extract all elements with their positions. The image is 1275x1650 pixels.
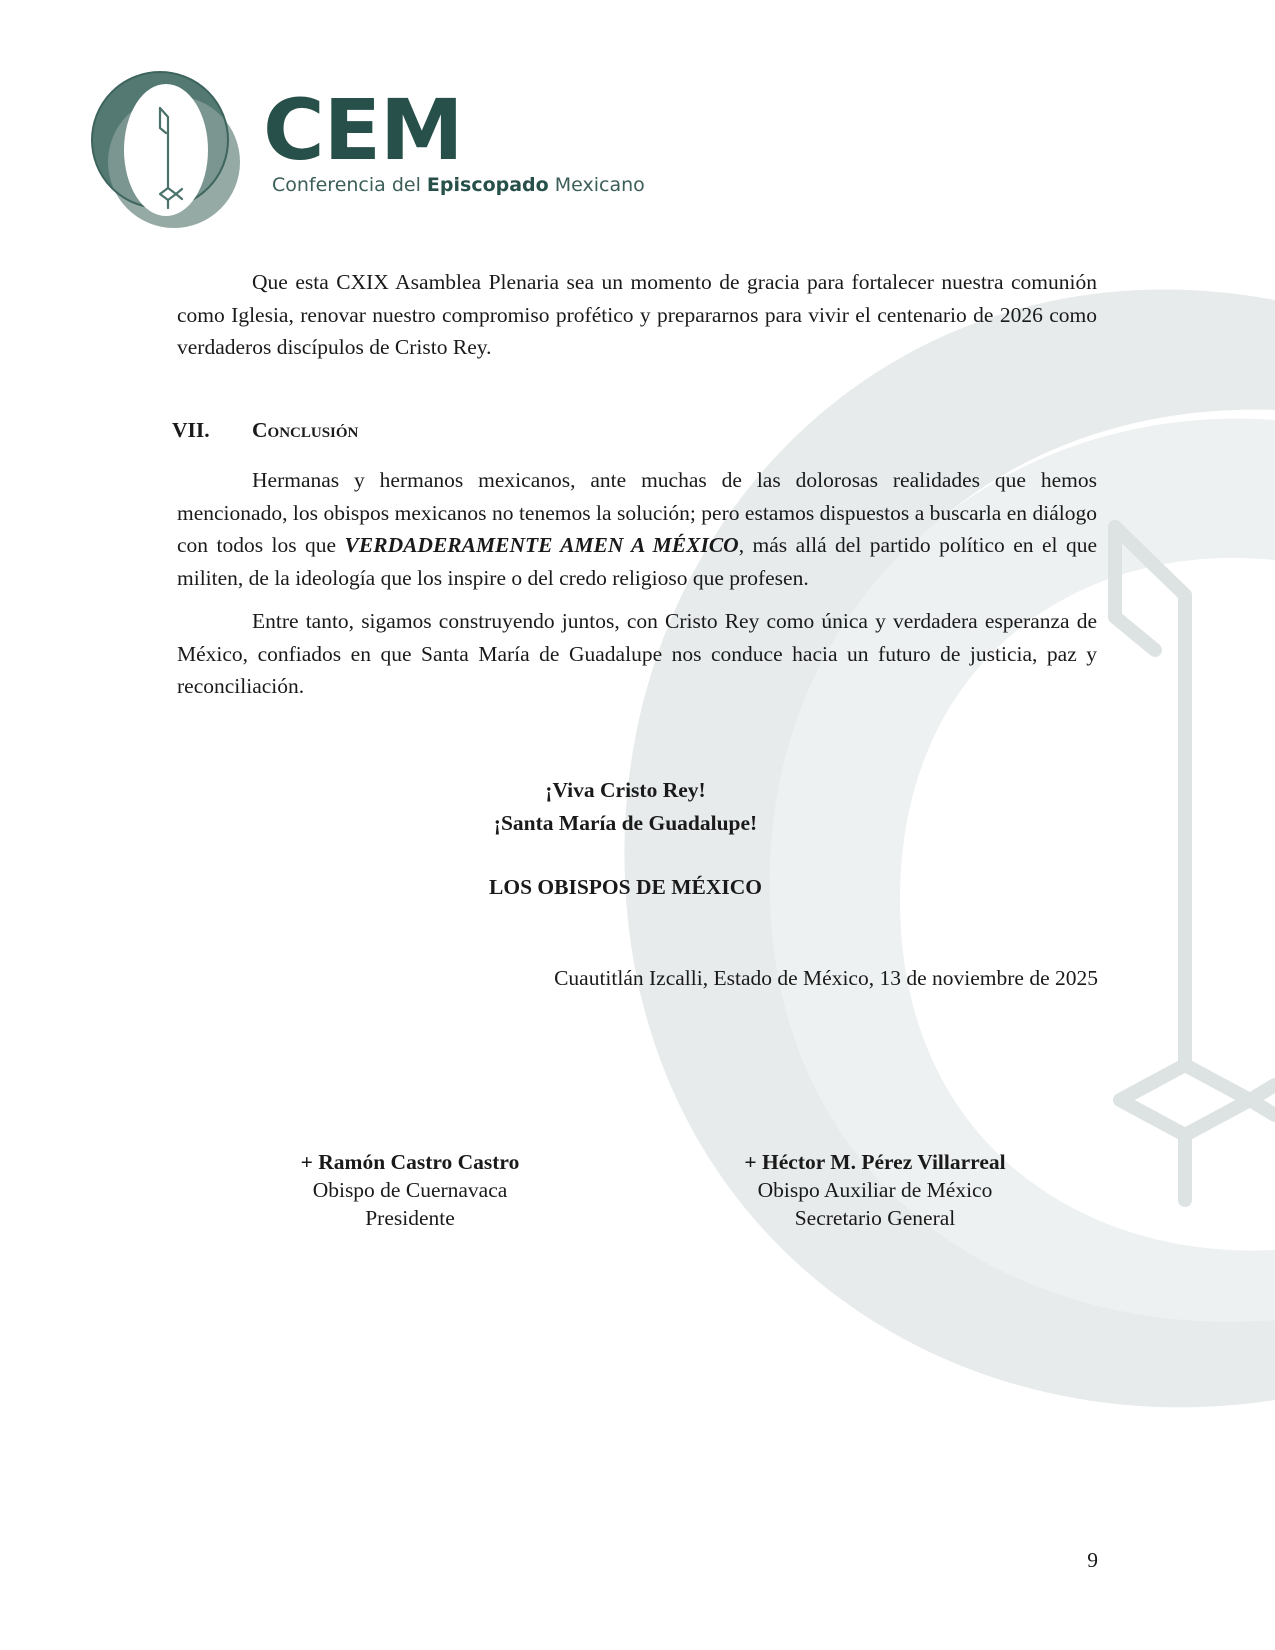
cem-emblem-icon bbox=[88, 70, 248, 230]
signatory-role: Secretario General bbox=[794, 1206, 956, 1230]
logo-fullname bbox=[272, 176, 645, 195]
section-number: VII. bbox=[172, 418, 210, 442]
paragraph-text: , más allá del partido político en el que militen, de la ideología que los inspire o del credo religioso que profesen. bbox=[177, 533, 1097, 590]
emphasis-text: VERDADERAMENTE AMEN A MÉXICO bbox=[344, 533, 739, 557]
signatory-group: LOS OBISPOS DE MÉXICO bbox=[489, 875, 762, 899]
signatory-name: + Héctor M. Pérez Villarreal bbox=[744, 1150, 1006, 1174]
logo-acronym: CEM bbox=[263, 81, 463, 179]
signature-block-secretary bbox=[665, 1148, 1085, 1232]
page-number: 9 bbox=[1087, 1548, 1098, 1572]
conclusion-paragraph-2: Entre tanto, sigamos construyendo juntos, con Cristo Rey como única y verdadera esperanza de México, confiados en que Santa María de Guadalupe nos conduce hacia un futuro de justicia, paz y reconciliación. bbox=[177, 609, 1097, 698]
signatory-name: + Ramón Castro Castro bbox=[300, 1150, 520, 1174]
signatory-role: Presidente bbox=[365, 1206, 455, 1230]
logo-fullname-bold: Episcopado bbox=[426, 174, 549, 196]
logo-fullname-part1: Conferencia del bbox=[272, 174, 427, 196]
signatory-title: Obispo Auxiliar de México bbox=[757, 1178, 993, 1202]
intro-paragraph: Que esta CXIX Asamblea Plenaria sea un momento de gracia para fortalecer nuestra comunión como Iglesia, renovar nuestro compromiso profético y prepararnos para vivir el centenario de 2026 como verdaderos discípulos de Cristo Rey. bbox=[177, 270, 1097, 359]
acclamation-1: ¡Viva Cristo Rey! bbox=[545, 778, 706, 802]
signatory-title: Obispo de Cuernavaca bbox=[312, 1178, 508, 1202]
section-title: Conclusión bbox=[252, 418, 359, 442]
conclusion-paragraph-1 bbox=[177, 464, 1097, 594]
logo-fullname-part2: Mexicano bbox=[548, 174, 645, 196]
acclamation-2: ¡Santa María de Guadalupe! bbox=[493, 811, 758, 835]
place-date: Cuautitlán Izcalli, Estado de México, 13 de noviembre de 2025 bbox=[554, 966, 1098, 990]
section-heading bbox=[172, 420, 358, 442]
signature-block-president bbox=[200, 1148, 620, 1232]
cem-logo bbox=[88, 70, 688, 230]
paragraph-text: Hermanas y hermanos mexicanos, ante muchas de las dolorosas realidades que hemos mencionado, los obispos mexicanos no tenemos la solución; pero estamos dispuestos a buscarla en diálogo con todos los que bbox=[177, 468, 1097, 557]
